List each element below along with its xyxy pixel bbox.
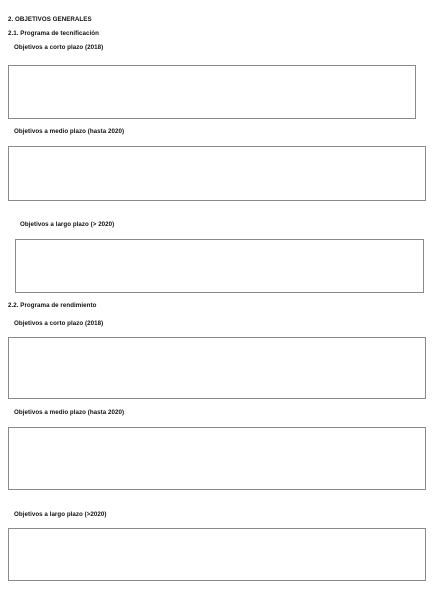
objective-field-short-term[interactable] [8,65,416,119]
objective-label-short-term: Objetivos a corto plazo (2018) [14,320,104,327]
objective-label-medium-term: Objetivos a medio plazo (hasta 2020) [14,128,125,135]
program-title-tecnificacion: 2.1. Programa de tecnificación [8,30,99,37]
objective-label-long-term: Objetivos a largo plazo (>2020) [14,511,107,518]
objective-label-long-term: Objetivos a largo plazo (> 2020) [20,221,115,228]
section-title: 2. OBJETIVOS GENERALES [8,16,92,23]
objective-field-long-term[interactable] [8,528,426,581]
objective-label-medium-term: Objetivos a medio plazo (hasta 2020) [14,409,125,416]
objective-field-medium-term[interactable] [8,146,426,201]
objective-field-short-term[interactable] [8,337,426,399]
objective-field-medium-term[interactable] [8,427,426,490]
program-title-rendimiento: 2.2. Programa de rendimiento [8,302,97,309]
objective-label-short-term: Objetivos a corto plazo (2018) [14,44,104,51]
objective-field-long-term[interactable] [15,239,424,293]
